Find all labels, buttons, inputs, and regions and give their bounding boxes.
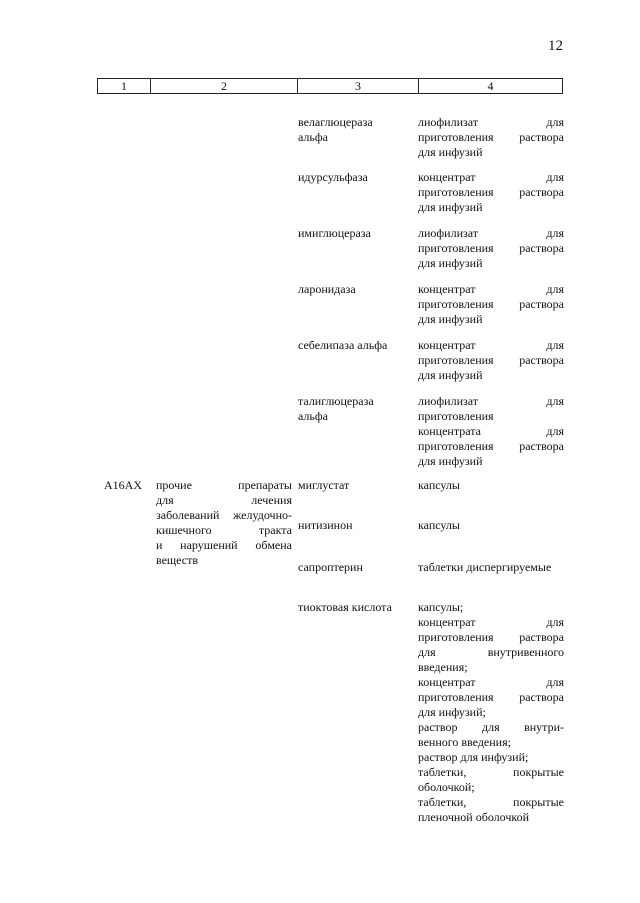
drug-name-line: идурсульфаза [298,170,368,184]
drug-name-line: себелипаза альфа [298,338,388,352]
drug-name [298,282,410,297]
drug-name [298,115,410,145]
dosage-form-line: раствор для инфузий; [418,750,529,764]
drug-name [298,478,410,493]
dosage-form-line: для инфузий; [418,705,486,719]
dosage-forms [418,394,564,469]
drug-name [298,560,410,575]
dosage-forms [418,282,564,327]
drug-name-line: имиглюцераза [298,226,371,240]
dosage-form-line: лиофилизат для [418,394,564,408]
dosage-form-line: таблетки диспергируемые [418,560,552,574]
group-name [156,478,292,568]
atc-code: A16AX [104,478,142,492]
dosage-form-line: для инфузий [418,312,483,326]
dosage-forms [418,226,564,271]
dosage-forms [418,478,564,493]
column-header-3: 3 [298,79,419,94]
dosage-form-line: введения; [418,660,468,674]
drug-name-line: талиглюцераза [298,394,374,408]
dosage-form-line: таблетки, покрытые [418,765,564,779]
dosage-form-line: таблетки, покрытые [418,795,564,809]
drug-name-line: тиоктовая кислота [298,600,392,614]
dosage-form-line: оболочкой; [418,780,475,794]
dosage-form-line: венного введения; [418,735,511,749]
dosage-form-line: капсулы [418,478,460,492]
dosage-forms [418,170,564,215]
dosage-form-line: приготовления раствора [418,630,564,644]
column-header-table [97,78,563,94]
drug-name [298,170,410,185]
dosage-form-line: лиофилизат для [418,226,564,240]
dosage-form-line: приготовления раствора [418,353,564,367]
dosage-forms [418,115,564,160]
dosage-form-line: для инфузий [418,256,483,270]
dosage-form-line: приготовления раствора [418,185,564,199]
dosage-form-line: приготовления раствора [418,297,564,311]
page-number: 12 [548,38,563,54]
column-header-1: 1 [98,79,151,94]
dosage-forms [418,600,564,825]
dosage-form-line: капсулы [418,518,460,532]
group-name-line: кишечного тракта [156,523,292,537]
dosage-form-line: для инфузий [418,200,483,214]
group-name-line: веществ [156,553,199,567]
dosage-form-line: концентрат для [418,282,564,296]
dosage-form-line: приготовления раствора [418,439,564,453]
drug-name [298,338,410,353]
drug-name [298,518,410,533]
drug-name-line: миглустат [298,478,350,492]
drug-name-line: нитизинон [298,518,353,532]
dosage-form-line: капсулы; [418,600,464,614]
dosage-form-line: для внутривенного [418,645,564,659]
dosage-form-line: концентрат для [418,170,564,184]
dosage-form-line: концентрат для [418,675,564,689]
drug-name-line: альфа [298,130,328,144]
group-name-line: и нарушений обмена [156,538,292,552]
dosage-forms [418,560,564,575]
dosage-form-line: концентрат для [418,615,564,629]
group-name-line: прочие препараты [156,478,292,492]
drug-name-line: альфа [298,409,328,423]
dosage-form-line: пленочной оболочкой [418,810,530,824]
dosage-form-line: для инфузий [418,368,483,382]
drug-name [298,600,410,615]
dosage-form-line: лиофилизат для [418,115,564,129]
drug-name [298,394,410,424]
dosage-form-line: приготовления [418,409,494,423]
drug-name [298,226,410,241]
column-header-2: 2 [151,79,298,94]
dosage-forms [418,518,564,533]
drug-name-line: ларонидаза [298,282,356,296]
dosage-form-line: концентрат для [418,338,564,352]
group-name-line: заболеваний желудочно- [156,508,292,522]
dosage-form-line: приготовления раствора [418,241,564,255]
dosage-form-line: для инфузий [418,145,483,159]
dosage-form-line: концентрата для [418,424,564,438]
column-header-4: 4 [419,79,563,94]
dosage-form-line: для инфузий [418,454,483,468]
drug-name-line: велаглюцераза [298,115,373,129]
dosage-form-line: приготовления раствора [418,130,564,144]
drug-name-line: сапроптерин [298,560,363,574]
dosage-form-line: раствор для внутри- [418,720,564,734]
dosage-forms [418,338,564,383]
dosage-form-line: приготовления раствора [418,690,564,704]
group-name-line: для лечения [156,493,292,507]
